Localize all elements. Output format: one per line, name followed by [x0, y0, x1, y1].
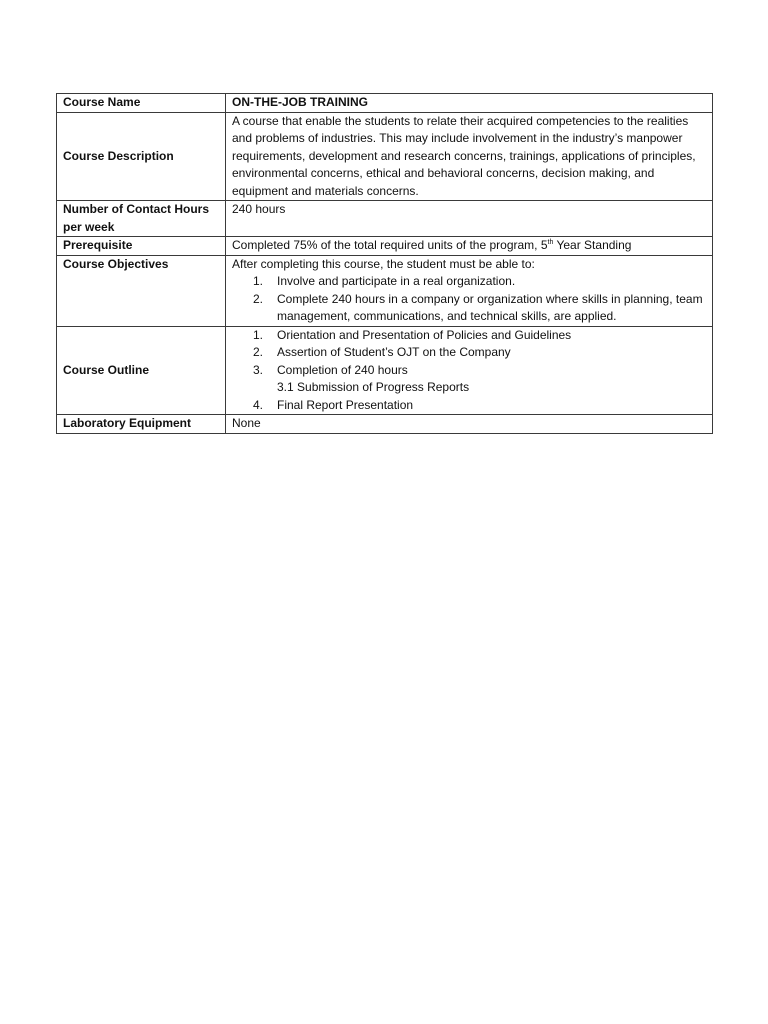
contact-hours-value: 240 hours: [226, 201, 713, 237]
list-item: [232, 273, 706, 291]
lab-equipment-label: Laboratory Equipment: [57, 415, 226, 434]
outline-list: [232, 327, 706, 380]
course-objectives-label: Course Objectives: [57, 255, 226, 326]
row-course-name: [57, 94, 713, 113]
list-number: 2.: [253, 291, 264, 306]
prerequisite-label: Prerequisite: [57, 237, 226, 256]
lab-equipment-value: None: [226, 415, 713, 434]
course-name-value: ON-THE-JOB TRAINING: [226, 94, 713, 113]
objectives-intro: After completing this course, the student must be able to:: [232, 256, 535, 271]
contact-hours-label: Number of Contact Hours per week: [57, 201, 226, 237]
outline-subitem: 3.1 Submission of Progress Reports: [277, 380, 470, 394]
course-objectives-value: [226, 255, 713, 326]
list-item: [232, 397, 706, 415]
course-description-label: Course Description: [57, 112, 226, 201]
row-contact-hours: [57, 201, 713, 237]
list-item: [232, 327, 706, 345]
prerequisite-value: [226, 237, 713, 256]
outline-list-continued: [232, 397, 706, 415]
list-text: Orientation and Presentation of Policies and Guidelines: [277, 327, 572, 342]
list-text: Assertion of Student’s OJT on the Company: [277, 345, 511, 359]
row-course-description: [57, 112, 713, 201]
row-lab-equipment: [57, 415, 713, 434]
list-text: Complete 240 hours in a company or organization where skills in planning, team management, communications, and technical skills, are applied.: [277, 291, 703, 323]
list-text: Completion of 240 hours: [277, 362, 408, 377]
course-description-value: A course that enable the students to relate their acquired competencies to the realities and problems of industries. This may include involvement in the industry’s manpower requirements, development and research concerns, trainings, applications of principles, environmental concerns, ethical and behavioral concerns, decision making, and equipment and materials concerns.: [226, 112, 713, 201]
list-number: 3.: [253, 362, 264, 377]
list-text: Final Report Presentation: [277, 397, 414, 412]
list-text: Involve and participate in a real organization.: [277, 274, 516, 288]
course-outline-value: [226, 326, 713, 415]
list-item: [232, 291, 706, 326]
list-number: 4.: [253, 397, 264, 412]
list-number: 1.: [253, 274, 264, 288]
objectives-list: [232, 273, 706, 326]
prerequisite-text-end: Year Standing: [553, 238, 632, 252]
prerequisite-text: Completed 75% of the total required units of the program, 5: [232, 238, 548, 252]
list-item: [232, 344, 706, 362]
course-outline-label: Course Outline: [57, 326, 226, 415]
course-syllabus-table: [56, 93, 713, 434]
course-name-label: Course Name: [57, 94, 226, 113]
row-course-outline: [57, 326, 713, 415]
row-course-objectives: [57, 255, 713, 326]
list-item: [232, 362, 706, 380]
list-number: 1.: [253, 327, 264, 342]
list-number: 2.: [253, 345, 264, 359]
prerequisite-superscript: th: [547, 239, 554, 246]
row-prerequisite: [57, 237, 713, 256]
